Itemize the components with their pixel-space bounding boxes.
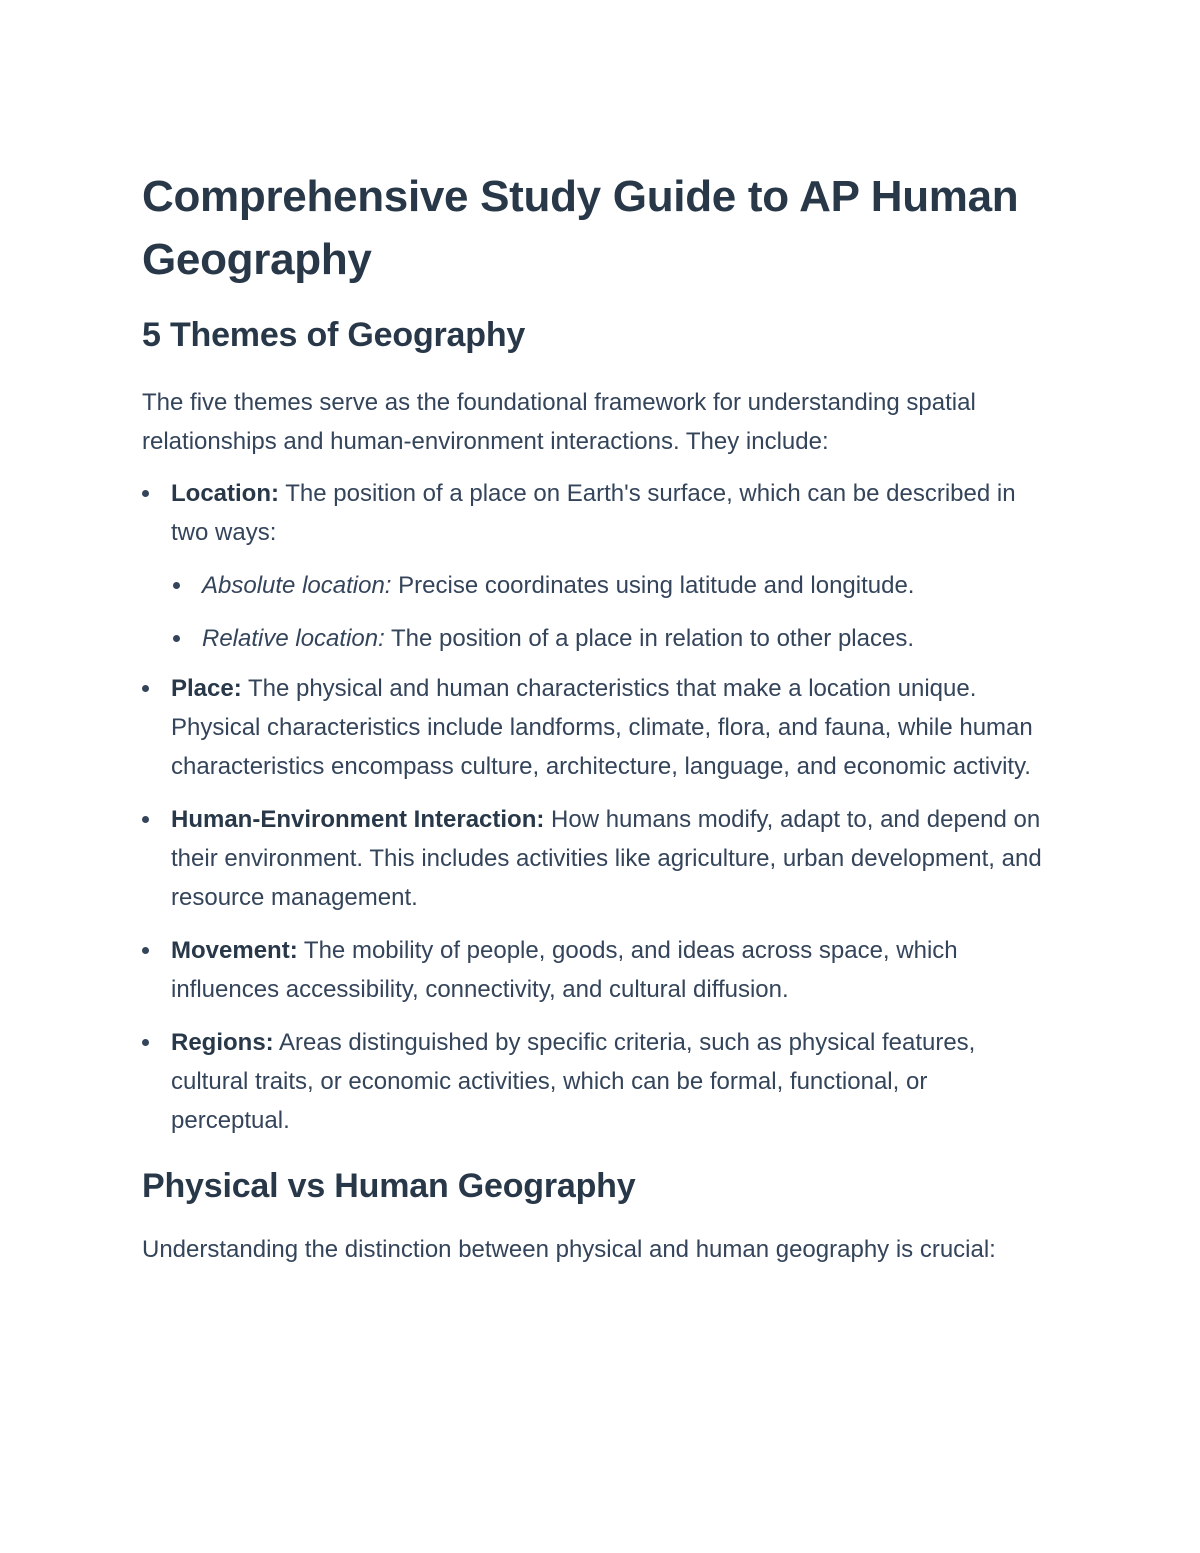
desc-regions: Areas distinguished by specific criteria, such as physical features, cultural traits, or economic activities, which can be formal, functional, or perceptual. xyxy=(171,1029,976,1134)
list-item-regions xyxy=(142,1023,1042,1140)
document-title: Comprehensive Study Guide to AP Human Geography xyxy=(142,172,1019,284)
list-item-human-environment-interaction xyxy=(142,800,1042,917)
bullet-icon xyxy=(142,685,149,692)
term-absolute-location: Absolute location: xyxy=(202,572,392,599)
list-item-place xyxy=(142,669,1042,786)
bullet-icon xyxy=(173,635,180,642)
desc-relative-location: The position of a place in relation to other places. xyxy=(384,625,914,652)
term-relative-location: Relative location: xyxy=(202,625,385,652)
list-item-location xyxy=(142,474,1042,658)
desc-movement: The mobility of people, goods, and ideas across space, which influences accessibility, connectivity, and cultural diffusion. xyxy=(171,937,958,1003)
list-item-absolute-location xyxy=(171,566,1042,605)
desc-location: The position of a place on Earth's surface, which can be described in two ways: xyxy=(171,480,1016,546)
term-human-environment-interaction: Human-Environment Interaction: xyxy=(171,806,545,833)
bullet-icon xyxy=(142,1039,149,1046)
section-intro-physical-vs-human: Understanding the distinction between physical and human geography is crucial: xyxy=(142,1236,996,1263)
desc-place: The physical and human characteristics that make a location unique. Physical characteristics include landforms, climate, flora, and fauna, while human characteristics encompass culture, architecture, language, and economic activity. xyxy=(171,675,1033,780)
term-regions: Regions: xyxy=(171,1029,274,1056)
bullet-icon xyxy=(142,816,149,823)
document-page xyxy=(142,165,1042,1269)
list-item-movement xyxy=(142,931,1042,1009)
term-place: Place: xyxy=(171,675,242,702)
bullet-icon xyxy=(142,490,149,497)
desc-absolute-location: Precise coordinates using latitude and longitude. xyxy=(391,572,915,599)
term-movement: Movement: xyxy=(171,937,298,964)
list-item-relative-location xyxy=(171,619,1042,658)
themes-list xyxy=(142,474,1042,1140)
bullet-icon xyxy=(173,582,180,589)
location-sublist xyxy=(171,566,1042,658)
desc-human-environment-interaction: How humans modify, adapt to, and depend on their environment. This includes activities like agriculture, urban development, and resource management. xyxy=(171,806,1042,911)
section-heading-five-themes: 5 Themes of Geography xyxy=(142,316,526,354)
section-heading-physical-vs-human: Physical vs Human Geography xyxy=(142,1167,636,1205)
bullet-icon xyxy=(142,947,149,954)
term-location: Location: xyxy=(171,480,279,507)
section-intro-five-themes: The five themes serve as the foundational framework for understanding spatial relationships and human-environment interactions. They include: xyxy=(142,389,976,455)
